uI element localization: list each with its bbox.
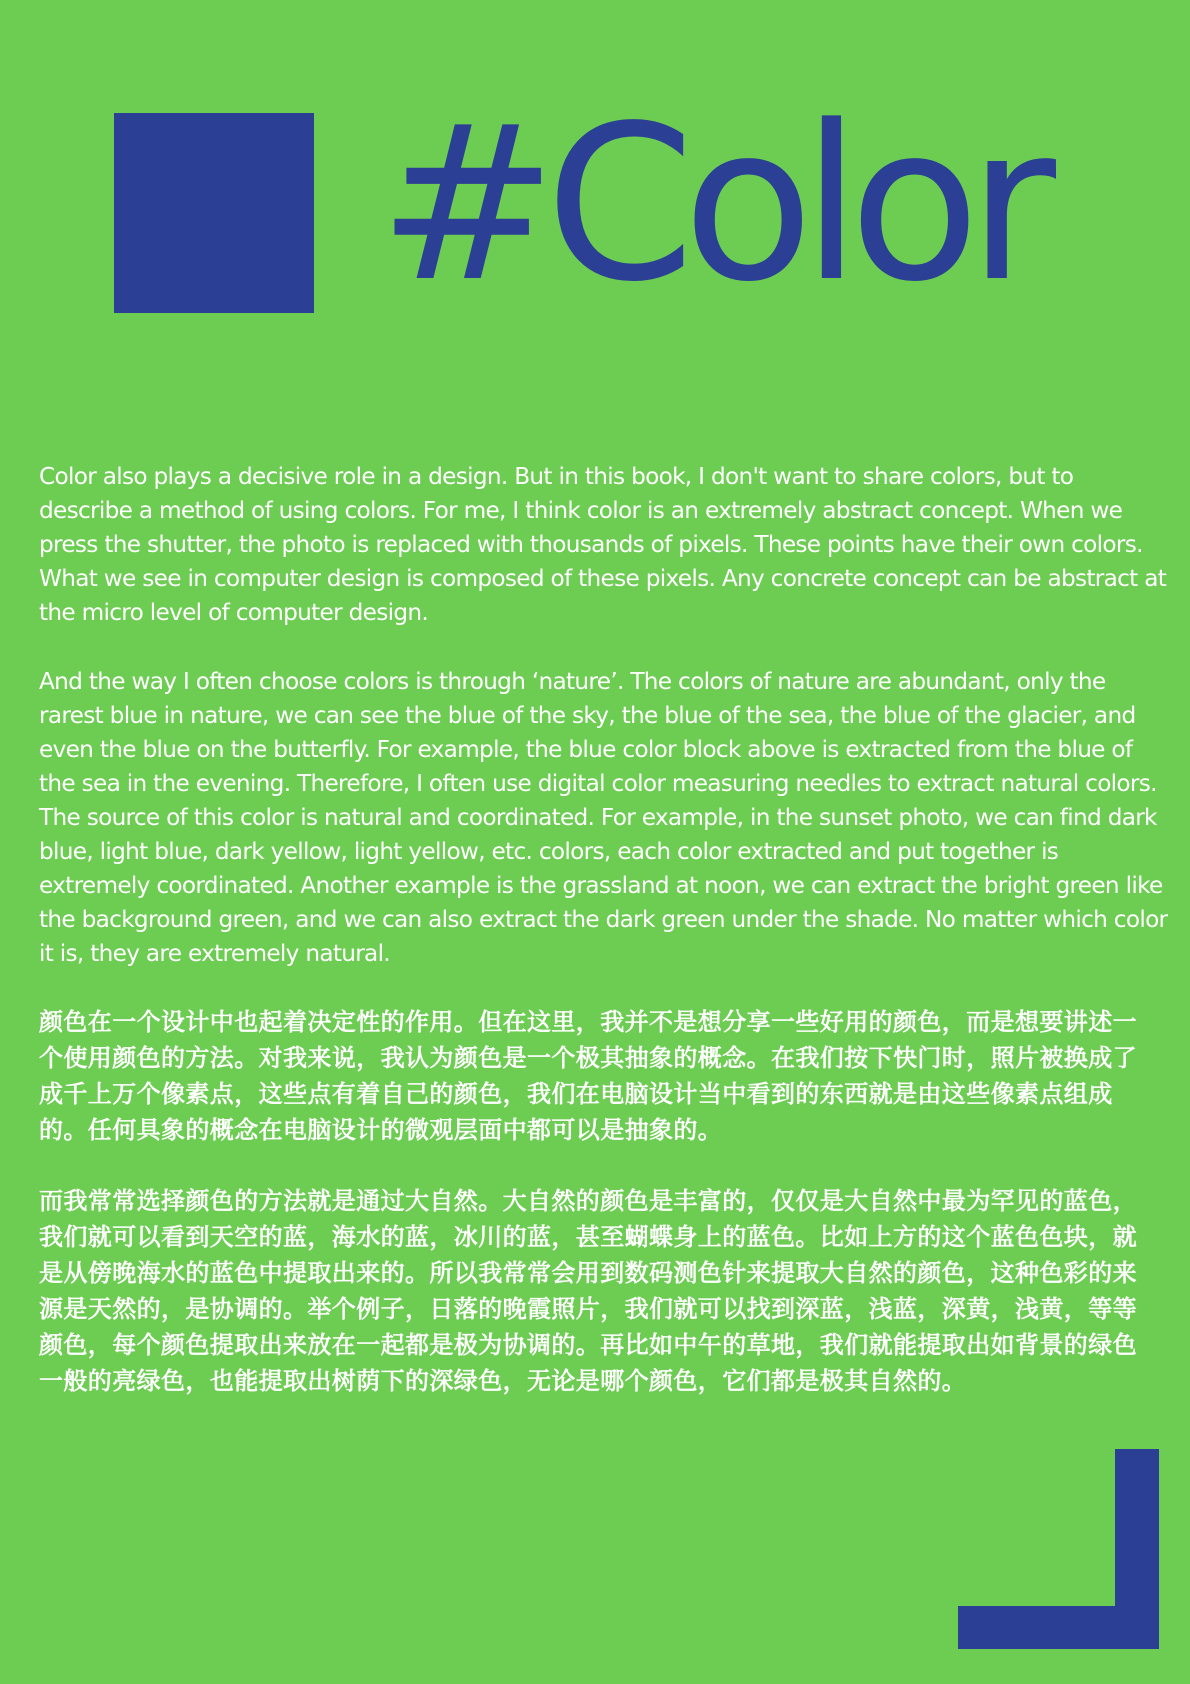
paragraph-zh-2: 而我常常选择颜色的方法就是通过大自然。大自然的颜色是丰富的，仅仅是大自然中最为罕见的蓝色，我们就可以看到天空的蓝，海水的蓝，冰川的蓝，甚至蝴蝶身上的蓝色。比如上方的这个蓝色色块，就是从傍晚海水的蓝色中提取出来的。所以我常常会用到数码测色针来提取大自然的颜色，这种色彩的来源是天然的，是协调的。举个例子，日落的晚霞照片，我们就可以找到深蓝，浅蓝，深黄，浅黄，等等颜色，每个颜色提取出来放在一起都是极为协调的。再比如中午的草地，我们就能提取出如背景的绿色一般的亮绿色，也能提取出树荫下的深绿色，无论是哪个颜色，它们都是极其自然的。 <box>39 1187 1137 1395</box>
paragraph-en-1: Color also plays a decisive role in a design. But in this book, I don't want to share colors, but to describe a method of using colors. For me, I think color is an extremely abstract concept. When we press the shutter, the photo is replaced with thousands of pixels. These points have their own colors. What we see in computer design is composed of these pixels. Any concrete concept can be abstract at the micro level of computer design. <box>39 463 1167 626</box>
page-title: #Color <box>378 80 1045 329</box>
paragraph-en-2: And the way I often choose colors is through ‘nature’. The colors of nature are abundant, only the rarest blue in nature, we can see the blue of the sky, the blue of the sea, the blue of the glacier, and even the blue on the butterfly. For example, the blue color block above is extracted from the blue of the sea in the evening. Therefore, I often use digital color measuring needles to extract natural colors. The source of this color is natural and coordinated. For example, in the sunset photo, we can find dark blue, light blue, dark yellow, light yellow, etc. colors, each color extracted and put together is extremely coordinated. Another example is the grassland at noon, we can extract the bright green like the background green, and we can also extract the dark green under the shade. No matter which color it is, they are extremely natural. <box>39 668 1168 967</box>
corner-bracket-horizontal <box>958 1606 1159 1649</box>
blue-color-block <box>114 113 314 313</box>
paragraph-zh-1: 颜色在一个设计中也起着决定性的作用。但在这里，我并不是想分享一些好用的颜色，而是想要讲述一个使用颜色的方法。对我来说，我认为颜色是一个极其抽象的概念。在我们按下快门时，照片被换成了成千上万个像素点，这些点有着自己的颜色，我们在电脑设计当中看到的东西就是由这些像素点组成的。任何具象的概念在电脑设计的微观层面中都可以是抽象的。 <box>39 1008 1137 1144</box>
